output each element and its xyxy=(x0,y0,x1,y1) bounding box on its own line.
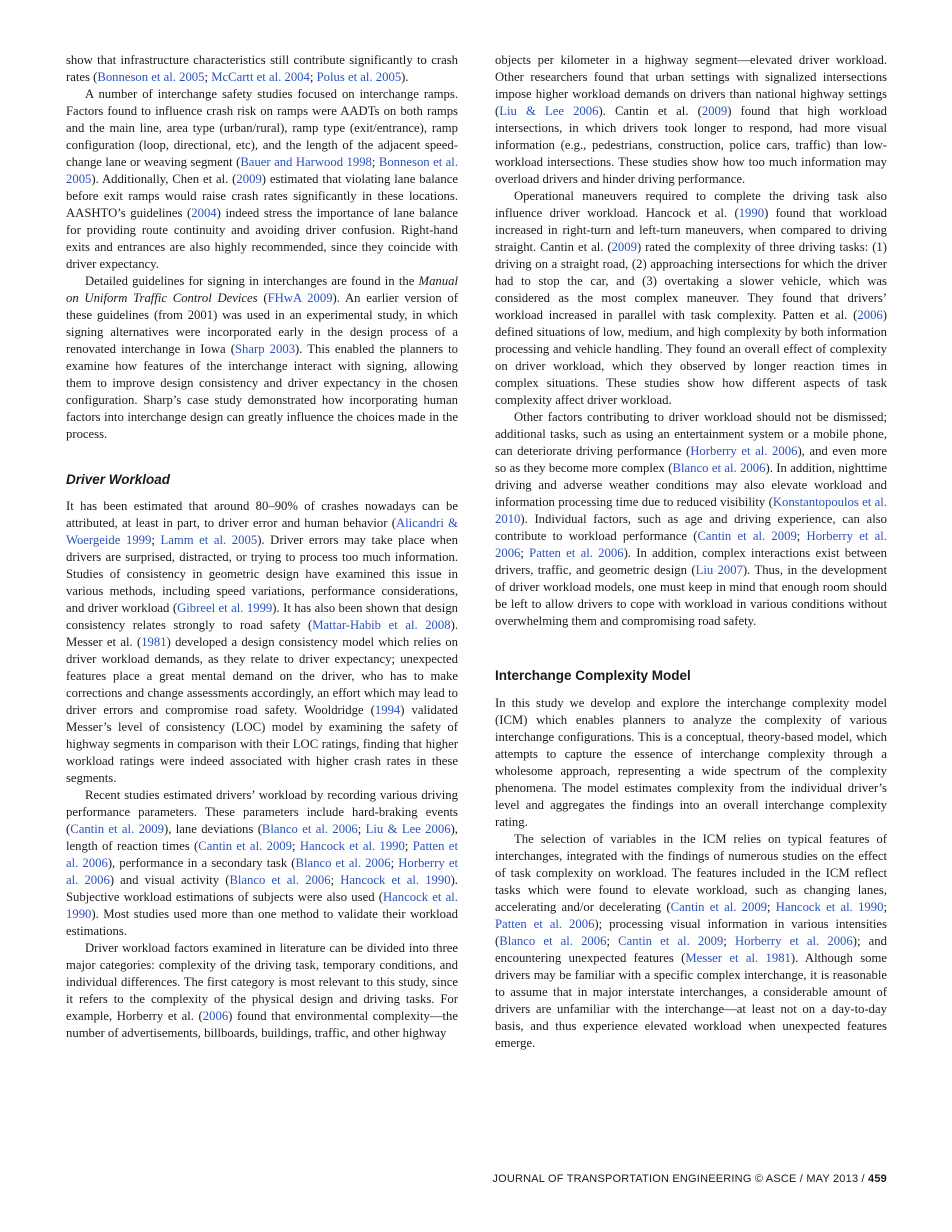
right-column xyxy=(495,52,887,1052)
paragraph: Recent studies estimated drivers’ workload by recording various driving performance parameters. These parameters include hard-braking events (Cantin et al. 2009), lane deviations (Blanco et al. 2006; Liu & Lee 2006), length of reaction times (Cantin et al. 2009; Hancock et al. 1990; Patten et al. 2006), performance in a secondary task (Blanco et al. 2006; Horberry et al. 2006) and visual activity (Blanco et al. 2006; Hancock et al. 1990). Subjective workload estimations of subjects were also used (Hancock et al. 1990). Most studies used more than one method to validate their workload estimations. xyxy=(66,788,458,938)
citation-link[interactable]: 1994 xyxy=(374,703,401,717)
paragraph: It has been estimated that around 80–90% of crashes nowadays can be attributed, at least in part, to driver error and human behavior (Alicandri & Woergeide 1999; Lamm et al. 2005). Driver errors may take place when drivers are surprised, distracted, or trying to process too much information. Studies of consistency in geometric design have examined this issue in various methods, including speed variations, performance considerations, and driver workload (Gibreel et al. 1999). It has also been shown that design consistency relates strongly to road safety (Mattar-Habib et al. 2008). Messer et al. (1981) developed a design consistency model which relies on driver workload demands, as they relate to driver expectancy; unexpected features place a great mental demand on the driver, who has to make corrections and change assessments accordingly, an effort which may lead to driver errors and compromise road safety. Wooldridge (1994) validated Messer’s level of consistency (LOC) model by examining the safety of highway segments in comparison with their LOC ratings, finding that higher workload ratings were indeed associated with higher crash rates in these segments. xyxy=(66,499,459,785)
citation-link[interactable]: 1990 xyxy=(738,206,765,220)
citation-link[interactable]: 2009 xyxy=(701,104,728,118)
citation-link[interactable]: Liu & Lee 2006 xyxy=(499,104,599,118)
citation-link[interactable]: Horberry et al. 2006 xyxy=(495,529,887,560)
citation-link[interactable]: Hancock et al. 1990 xyxy=(340,873,451,887)
paragraph: Driver workload factors examined in literature can be divided into three major categories: complexity of the driving task, temporary conditions, and individual differences. The first category is most relevant to this study, since it refers to the complexity of the physical design and driving tasks. For example, Horberry et al. (2006) found that environmental complexity—the number of advertisements, billboards, buildings, traffic, and other highway xyxy=(66,941,459,1040)
citation-link[interactable]: Cantin et al. 2009 xyxy=(670,900,768,914)
citation-link[interactable]: Polus et al. 2005 xyxy=(316,70,402,84)
paragraph: Detailed guidelines for signing in interchanges are found in the Manual on Uniform Traffic Control Devices (FHwA 2009). An earlier version of these guidelines (from 2001) was used in an experimental study, in which signing alternatives were incorporated early in the design process of a renovated interchange in Iowa (Sharp 2003). This enabled the planners to examine how features of the interchange interact with signing, allowing them to improve design consistency and driver expectancy in the chosen configuration. Sharp’s case study demonstrated how incorporating human factors into interchange design can greatly influence the choices made in the process. xyxy=(66,274,458,441)
paragraph: The selection of variables in the ICM relies on typical features of interchanges, integrated with the findings of numerous studies on the effect of task complexity on workload. The features included in the ICM reflect tasks which were found to elevate workload, such as changing lanes, accelerating and/or decelerating (Cantin et al. 2009; Hancock et al. 1990; Patten et al. 2006); processing visual information in various intensities (Blanco et al. 2006; Cantin et al. 2009; Horberry et al. 2006); and encountering unexpected features (Messer et al. 1981). Although some drivers may be familiar with a specific complex interchange, it is reasonable to assume that in major interstate interchanges, a considerable amount of drivers are unfamiliar with the interchange—at least not on a day-to-day basis, and thus experience elevated workload when unexpected features emerge. xyxy=(495,832,887,1050)
citation-link[interactable]: Liu 2007 xyxy=(695,563,743,577)
citation-link[interactable]: Messer et al. 1981 xyxy=(685,951,791,965)
citation-link[interactable]: Horberry et al. 2006 xyxy=(690,444,798,458)
page-number: 459 xyxy=(868,1173,887,1185)
citation-link[interactable]: Hancock et al. 1990 xyxy=(299,839,405,853)
citation-link[interactable]: Hancock et al. 1990 xyxy=(775,900,884,914)
citation-link[interactable]: Patten et al. 2006 xyxy=(66,839,458,870)
citation-link[interactable]: Mattar-Habib et al. 2008 xyxy=(312,618,451,632)
citation-link[interactable]: Blanco et al. 2006 xyxy=(295,856,391,870)
paragraph: A number of interchange safety studies focused on interchange ramps. Factors found to influence crash risk on ramps were AADTs on both ramps and the main line, area type (urban/rural), ramp type (exit/entrance), ramp configuration (loop, directional, etc), and the length of the adjacent speed-change lane or weaving segment (Bauer and Harwood 1998; Bonneson et al. 2005). Additionally, Chen et al. (2009) estimated that violating lane balance before exit ramps would raise crash rates significantly in these locations. AASHTO’s guidelines (2004) indeed stress the importance of lane balance for providing route continuity and avoiding driver confusion. Right-hand exits and entrances are also highly recommended, since they coincide with driver expectancy. xyxy=(66,87,458,271)
paragraph: show that infrastructure characteristics still contribute significantly to crash rates (Bonneson et al. 2005; McCartt et al. 2004; Polus et al. 2005). xyxy=(66,53,458,84)
paragraph: In this study we develop and explore the interchange complexity model (ICM) which enables planners to analyze the complexity of various interchange configurations. This is a conceptual, theory-based model, which attempts to capture the essence of interchange complexity through a wholesome approach, representing a wide spectrum of the complexity phenomena. The model estimates complexity from the individual driver’s level and aggregates the findings into an overall interchange complexity rating. xyxy=(495,696,887,829)
citation-link[interactable]: Bonneson et al. 2005 xyxy=(97,70,205,84)
citation-link[interactable]: Cantin et al. 2009 xyxy=(618,934,724,948)
left-column xyxy=(66,52,458,1042)
paragraph: Operational maneuvers required to complete the driving task also influence driver workload. Hancock et al. (1990) found that workload increased in right-turn and left-turn maneuvers, when compared to driving straight. Cantin et al. (2009) rated the complexity of three driving tasks: (1) driving on a straight road, (2) approaching intersections for which the driver had to stop the car, and (3) overtaking a slower vehicle, which was considered as the most complex maneuver. They found that drivers’ workload increased in parallel with task complexity. Patten et al. (2006) defined situations of low, medium, and high complexity by both information processing and vehicle handling. They found an overall effect of complexity on driver workload, which they observed by longer reaction times in complex situations. These studies show how different aspects of task complexity affect driver workload. xyxy=(495,189,887,407)
citation-link[interactable]: Liu & Lee 2006 xyxy=(365,822,451,836)
paragraph: objects per kilometer in a highway segment—elevated driver workload. Other researchers found that urban settings with signalized intersections impose higher workload demands on drivers than national highway settings (Liu & Lee 2006). Cantin et al. (2009) found that high workload intersections, in which drivers took longer to respond, had more visual information (e.g., pedestrians, construction, police cars, traffic) than low-workload intersections. These studies show how too much information may overload drivers and hinder driving performance. xyxy=(495,53,887,186)
citation-link[interactable]: Cantin et al. 2009 xyxy=(70,822,164,836)
journal-info: JOURNAL OF TRANSPORTATION ENGINEERING © ASCE / MAY 2013 / xyxy=(492,1173,869,1185)
citation-link[interactable]: McCartt et al. 2004 xyxy=(211,70,310,84)
manual-title: Manual on Uniform Traffic Control Devices xyxy=(66,274,458,305)
citation-link[interactable]: Blanco et al. 2006 xyxy=(261,822,358,836)
page-footer xyxy=(66,1173,887,1185)
citation-link[interactable]: Alicandri & Woergeide 1999 xyxy=(66,516,458,547)
citation-link[interactable]: Blanco et al. 2006 xyxy=(499,934,607,948)
citation-link[interactable]: Bonneson et al. 2005 xyxy=(66,155,458,186)
citation-link[interactable]: Konstantopoulos et al. 2010 xyxy=(495,495,887,526)
citation-link[interactable]: 2006 xyxy=(202,1009,229,1023)
citation-link[interactable]: 2009 xyxy=(236,172,262,186)
paragraph: Other factors contributing to driver workload should not be dismissed; additional tasks, such as using an entertainment system or a mobile phone, can deteriorate driving performance (Horberry et al. 2006), and even more so as they become more complex (Blanco et al. 2006). In addition, nighttime driving and adverse weather conditions may also elevate workload and information processing time due to reduced visibility (Konstantopoulos et al. 2010). Individual factors, such as age and driving experience, can also contribute to workload performance (Cantin et al. 2009; Horberry et al. 2006; Patten et al. 2006). In addition, complex interactions exist between drivers, traffic, and geometric design (Liu 2007). Thus, in the development of driver workload models, one must keep in mind that enough room should be left to allow drivers to cope with workload in various conditions without overwhelming them and compromising road safety. xyxy=(495,410,888,628)
citation-link[interactable]: Cantin et al. 2009 xyxy=(697,529,797,543)
citation-link[interactable]: Gibreel et al. 1999 xyxy=(177,601,273,615)
citation-link[interactable]: Lamm et al. 2005 xyxy=(160,533,258,547)
citation-link[interactable]: Hancock et al. 1990 xyxy=(66,890,458,921)
citation-link[interactable]: 1981 xyxy=(141,635,167,649)
citation-link[interactable]: Horberry et al. 2006 xyxy=(66,856,458,887)
citation-link[interactable]: FHwA 2009 xyxy=(267,291,333,305)
section-heading-interchange-complexity-model: Interchange Complexity Model xyxy=(495,668,691,683)
citation-link[interactable]: 2004 xyxy=(191,206,217,220)
citation-link[interactable]: Cantin et al. 2009 xyxy=(198,839,292,853)
citation-link[interactable]: Bauer and Harwood 1998 xyxy=(240,155,372,169)
citation-link[interactable]: Patten et al. 2006 xyxy=(495,917,595,931)
citation-link[interactable]: Blanco et al. 2006 xyxy=(672,461,766,475)
section-heading-driver-workload: Driver Workload xyxy=(66,472,171,487)
citation-link[interactable]: Horberry et al. 2006 xyxy=(734,934,853,948)
citation-link[interactable]: 2006 xyxy=(857,308,883,322)
citation-link[interactable]: 2009 xyxy=(611,240,637,254)
citation-link[interactable]: Blanco et al. 2006 xyxy=(229,873,331,887)
citation-link[interactable]: Sharp 2003 xyxy=(234,342,296,356)
citation-link[interactable]: Patten et al. 2006 xyxy=(529,546,624,560)
